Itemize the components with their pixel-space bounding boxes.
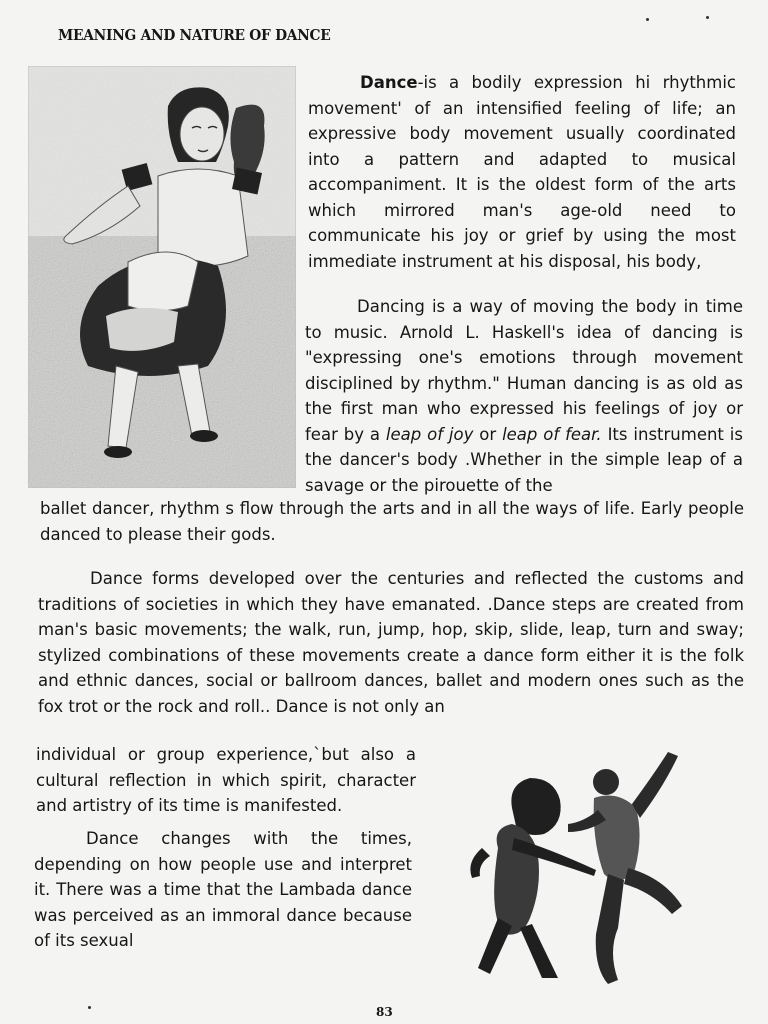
scan-speck [88,1006,91,1009]
definition-text: -is a bodily expression hi rhythmic movement' of an intensified feeling of life; an expressive body movement usually coordinated into a pattern and adapted to musical accompaniment. It is the oldest form of the arts which mirrored man's age-old need to communicate his joy or grief by using the most immediate instrument at his disposal, his body, [308,73,736,271]
paragraph-dancing [305,294,743,498]
scan-speck [646,18,649,21]
dance-term: Dance [360,73,418,92]
dancing-text-b: Its instrument is the dancer's body .Whether in the simple leap of a savage or the pirouette of the [305,424,743,495]
leap-of-fear-text: leap of fear. [502,424,602,444]
paragraph-dancing-continued [40,496,744,547]
kneeling-dancer-sketch-icon [28,66,296,488]
paragraph-definition [308,70,736,274]
scan-speck [706,16,709,19]
page-title: MEANING AND NATURE OF DANCE [58,26,331,44]
leaping-dancers-icon [468,738,700,988]
page-number: 83 [376,1005,393,1019]
dancing-text-a: Dancing is a way of moving the body in time to music. Arnold L. Haskell's idea of dancing is "expressing one's emotions through movement disciplined by rhythm." Human dancing is as old as the first man who expressed his feelings of joy or fear by a [305,297,743,444]
dance-forms-continued-text: individual or group experience,`but also a cultural reflection in which spirit, character and artistry of its time is manifested. [36,745,416,815]
or-text: or [473,424,503,444]
paragraph-dance-forms-continued [36,742,416,819]
paragraph-dance-forms [38,566,744,719]
dancing-continued-text: ballet dancer, rhythm s flow through the arts and in all the ways of life. Early people danced to please their gods. [40,499,744,544]
dance-forms-text: Dance forms developed over the centuries and reflected the customs and traditions of societies in which they have emanated. .Dance steps are created from man's basic movements; the walk, run, jump, hop, skip, slide, leap, turn and sway; stylized combinations of these movements create a dance form either it is the folk and ethnic dances, social or ballroom dances, ballet and modern ones such as the fox trot or the rock and roll.. Dance is not only an [38,569,744,716]
dance-changes-text: Dance changes with the times, depending on how people use and interpret it. There was a time that the Lambada dance was perceived as an immoral dance because of its sexual [34,829,412,950]
paragraph-dance-changes [34,826,412,954]
leap-of-joy-text: leap of joy [385,424,474,444]
